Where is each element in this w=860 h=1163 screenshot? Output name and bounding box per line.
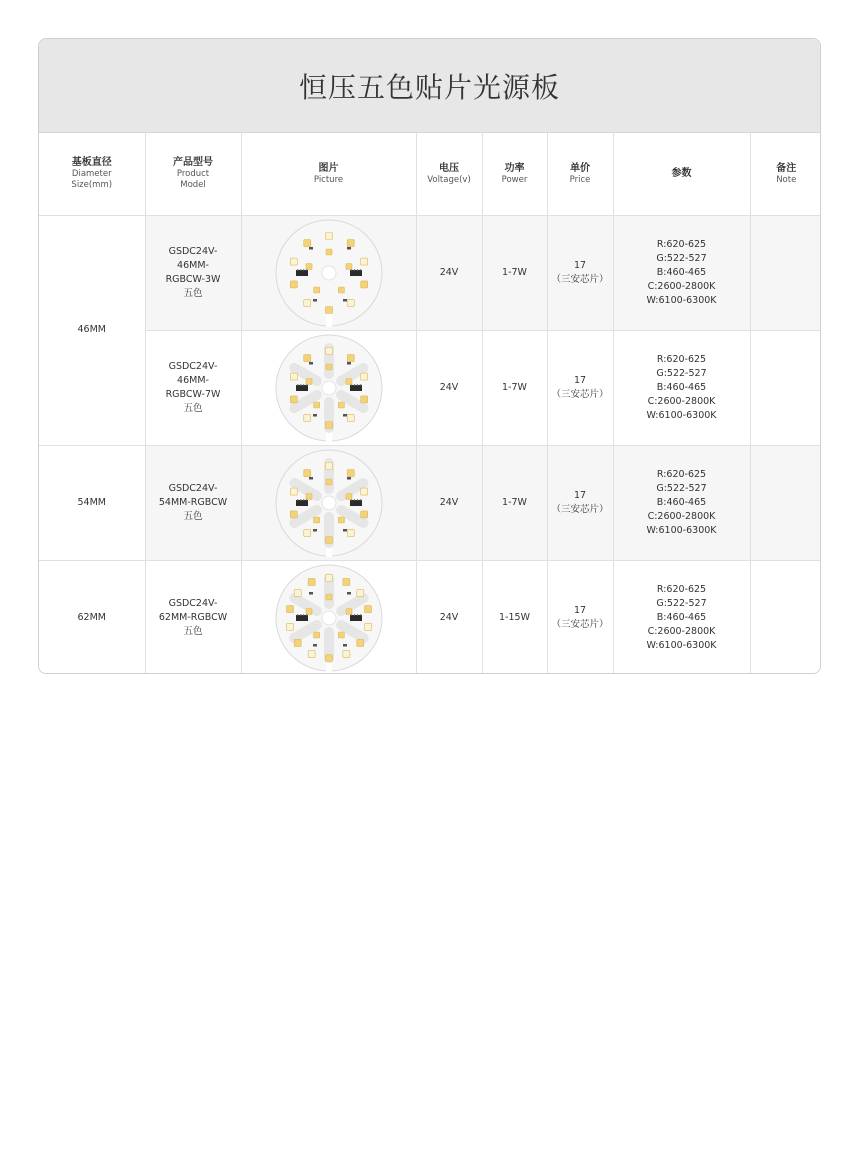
led-chip	[313, 286, 319, 292]
ic-pin	[306, 269, 307, 271]
led-chip	[347, 299, 354, 306]
diameter-cell: 62MM	[39, 560, 145, 674]
center-hole	[322, 381, 336, 395]
ic-pin	[360, 269, 361, 271]
resistor	[313, 644, 317, 647]
resistor	[309, 592, 313, 595]
led-chip	[356, 589, 363, 596]
power-cell: 1-7W	[482, 445, 547, 560]
header-params: 参数	[613, 133, 750, 215]
led-chip	[338, 286, 344, 292]
led-chip	[286, 623, 293, 630]
resistor	[343, 299, 347, 302]
led-chip	[325, 347, 332, 354]
led-chip	[303, 354, 310, 361]
resistor	[343, 414, 347, 417]
ic-pin	[297, 384, 298, 386]
led-chip	[290, 510, 297, 517]
led-chip	[347, 354, 354, 361]
led-chip	[290, 488, 297, 495]
resistor	[343, 529, 347, 532]
model-cell: GSDC24V- 54MM-RGBCW 五色	[145, 445, 241, 560]
ic-pin	[300, 499, 301, 501]
led-chip	[356, 639, 363, 646]
led-chip	[303, 529, 310, 536]
led-chip	[338, 516, 344, 522]
params-cell: R:620-625 G:522-527 B:460-465 C:2600-2800K W:6100-6300K	[613, 560, 750, 674]
led-chip	[345, 378, 351, 384]
spec-table	[39, 133, 821, 674]
params-cell: R:620-625 G:522-527 B:460-465 C:2600-2800K W:6100-6300K	[613, 215, 750, 330]
picture-cell	[241, 330, 416, 445]
led-chip	[360, 373, 367, 380]
ic-pin	[297, 499, 298, 501]
led-chip	[294, 589, 301, 596]
driver-ic	[350, 270, 362, 276]
ic-pin	[306, 614, 307, 616]
driver-ic	[296, 385, 308, 391]
led-chip	[347, 239, 354, 246]
power-cell: 1-7W	[482, 330, 547, 445]
led-chip	[306, 493, 312, 499]
header-voltage: 电压 Voltage(v)	[416, 133, 482, 215]
price-cell: 17 （三安芯片）	[547, 445, 613, 560]
header-row	[39, 133, 821, 215]
picture-cell	[241, 215, 416, 330]
led-chip	[325, 232, 332, 239]
ic-pin	[303, 499, 304, 501]
ic-pin	[300, 614, 301, 616]
ic-pin	[300, 269, 301, 271]
led-board-image	[273, 562, 385, 674]
led-chip	[303, 299, 310, 306]
led-chip	[347, 529, 354, 536]
model-cell: GSDC24V- 62MM-RGBCW 五色	[145, 560, 241, 674]
table-row	[39, 330, 821, 445]
driver-ic	[350, 500, 362, 506]
header-model: 产品型号 Product Model	[145, 133, 241, 215]
led-chip	[345, 263, 351, 269]
picture-cell	[241, 560, 416, 674]
table-row	[39, 445, 821, 560]
led-chip	[313, 401, 319, 407]
driver-ic	[296, 500, 308, 506]
table-row	[39, 215, 821, 330]
resistor	[309, 247, 313, 250]
ic-pin	[357, 269, 358, 271]
voltage-cell: 24V	[416, 215, 482, 330]
led-chip	[360, 488, 367, 495]
led-chip	[308, 578, 315, 585]
led-chip	[303, 469, 310, 476]
diameter-cell: 54MM	[39, 445, 145, 560]
header-note: 备注 Note	[750, 133, 821, 215]
note-cell	[750, 330, 821, 445]
ic-pin	[351, 269, 352, 271]
led-chip	[313, 516, 319, 522]
note-cell	[750, 560, 821, 674]
note-cell	[750, 445, 821, 560]
header-power: 功率 Power	[482, 133, 547, 215]
resistor	[309, 477, 313, 480]
led-chip	[364, 605, 371, 612]
led-chip	[303, 414, 310, 421]
led-chip	[290, 280, 297, 287]
resistor	[347, 362, 351, 365]
driver-ic	[296, 270, 308, 276]
voltage-cell: 24V	[416, 330, 482, 445]
led-chip	[290, 395, 297, 402]
header-price: 单价 Price	[547, 133, 613, 215]
resistor	[343, 644, 347, 647]
resistor	[313, 299, 317, 302]
ic-pin	[306, 499, 307, 501]
model-cell: GSDC24V- 46MM- RGBCW-3W 五色	[145, 215, 241, 330]
voltage-cell: 24V	[416, 560, 482, 674]
led-chip	[294, 639, 301, 646]
header-diameter: 基板直径 Diameter Size(mm)	[39, 133, 145, 215]
ic-pin	[351, 384, 352, 386]
center-hole	[322, 611, 336, 625]
power-cell: 1-7W	[482, 215, 547, 330]
led-chip	[360, 258, 367, 265]
resistor	[347, 477, 351, 480]
led-chip	[325, 654, 332, 661]
params-cell: R:620-625 G:522-527 B:460-465 C:2600-2800K W:6100-6300K	[613, 330, 750, 445]
led-chip	[290, 373, 297, 380]
price-cell: 17 （三安芯片）	[547, 560, 613, 674]
ic-pin	[351, 499, 352, 501]
ic-pin	[354, 384, 355, 386]
led-chip	[326, 249, 332, 255]
center-hole	[322, 496, 336, 510]
led-chip	[342, 650, 349, 657]
power-cell: 1-15W	[482, 560, 547, 674]
ic-pin	[360, 614, 361, 616]
led-chip	[326, 364, 332, 370]
ic-pin	[297, 614, 298, 616]
led-chip	[364, 623, 371, 630]
led-chip	[325, 306, 332, 313]
led-chip	[326, 594, 332, 600]
title-bar	[39, 39, 820, 133]
ic-pin	[303, 614, 304, 616]
led-chip	[342, 578, 349, 585]
params-cell: R:620-625 G:522-527 B:460-465 C:2600-2800K W:6100-6300K	[613, 445, 750, 560]
led-chip	[313, 632, 319, 638]
led-chip	[325, 462, 332, 469]
led-chip	[306, 378, 312, 384]
ic-pin	[297, 269, 298, 271]
ic-pin	[357, 499, 358, 501]
ic-pin	[354, 614, 355, 616]
led-chip	[325, 536, 332, 543]
led-chip	[325, 574, 332, 581]
ic-pin	[357, 614, 358, 616]
picture-cell	[241, 445, 416, 560]
led-chip	[360, 280, 367, 287]
resistor	[313, 414, 317, 417]
led-chip	[290, 258, 297, 265]
led-chip	[360, 510, 367, 517]
led-chip	[347, 469, 354, 476]
ic-pin	[351, 614, 352, 616]
page-title: 恒压五色贴片光源板	[298, 70, 560, 104]
price-cell: 17 （三安芯片）	[547, 330, 613, 445]
led-chip	[345, 493, 351, 499]
driver-ic	[296, 615, 308, 621]
resistor	[347, 592, 351, 595]
led-chip	[303, 239, 310, 246]
resistor	[313, 529, 317, 532]
resistor	[309, 362, 313, 365]
price-cell: 17 （三安芯片）	[547, 215, 613, 330]
spec-card	[38, 38, 821, 674]
led-chip	[306, 608, 312, 614]
diameter-cell: 46MM	[39, 215, 145, 445]
ic-pin	[354, 499, 355, 501]
led-chip	[326, 479, 332, 485]
ic-pin	[306, 384, 307, 386]
led-chip	[338, 401, 344, 407]
led-board-image	[273, 447, 385, 559]
ic-pin	[354, 269, 355, 271]
led-chip	[308, 650, 315, 657]
led-board-image	[273, 217, 385, 329]
ic-pin	[303, 384, 304, 386]
led-chip	[345, 608, 351, 614]
led-board-image	[273, 332, 385, 444]
led-chip	[325, 421, 332, 428]
model-cell: GSDC24V- 46MM- RGBCW-7W 五色	[145, 330, 241, 445]
led-chip	[360, 395, 367, 402]
led-chip	[286, 605, 293, 612]
driver-ic	[350, 385, 362, 391]
led-chip	[347, 414, 354, 421]
table-row	[39, 560, 821, 674]
center-hole	[322, 266, 336, 280]
ic-pin	[360, 499, 361, 501]
led-chip	[338, 632, 344, 638]
voltage-cell: 24V	[416, 445, 482, 560]
ic-pin	[303, 269, 304, 271]
header-picture: 图片 Picture	[241, 133, 416, 215]
led-chip	[306, 263, 312, 269]
note-cell	[750, 215, 821, 330]
ic-pin	[300, 384, 301, 386]
resistor	[347, 247, 351, 250]
driver-ic	[350, 615, 362, 621]
ic-pin	[360, 384, 361, 386]
ic-pin	[357, 384, 358, 386]
